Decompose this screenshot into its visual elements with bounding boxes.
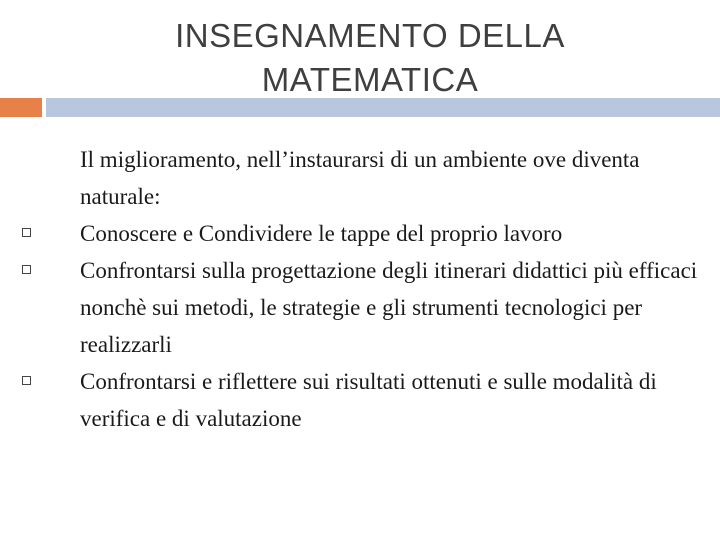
list-item — [80, 363, 700, 437]
slide-title-line-2: MATEMATICA — [261, 61, 479, 98]
list-item-text: Confrontarsi e riflettere sui risultati ottenuti e sulle modalità di verifica e di valutazione — [80, 369, 657, 431]
square-bullet-icon — [22, 265, 31, 274]
intro-paragraph: Il miglioramento, nell’instaurarsi di un ambiente ove diventa naturale: — [80, 147, 640, 209]
square-bullet-icon — [22, 376, 31, 385]
slide-title-line-1: INSEGNAMENTO DELLA — [175, 17, 565, 54]
slide-title — [90, 14, 650, 102]
accent-bar-orange — [0, 98, 42, 117]
list-item — [80, 252, 700, 363]
accent-bar-blue — [46, 98, 720, 117]
list-item — [80, 215, 700, 252]
list-item-text: Conoscere e Condividere le tappe del proprio lavoro — [80, 221, 563, 246]
list-item-text: Confrontarsi sulla progettazione degli itinerari didattici più efficaci nonchè sui metodi, le strategie e gli strumenti tecnologici per realizzarli — [80, 258, 698, 357]
square-bullet-icon — [22, 228, 31, 237]
slide-body — [80, 141, 700, 437]
